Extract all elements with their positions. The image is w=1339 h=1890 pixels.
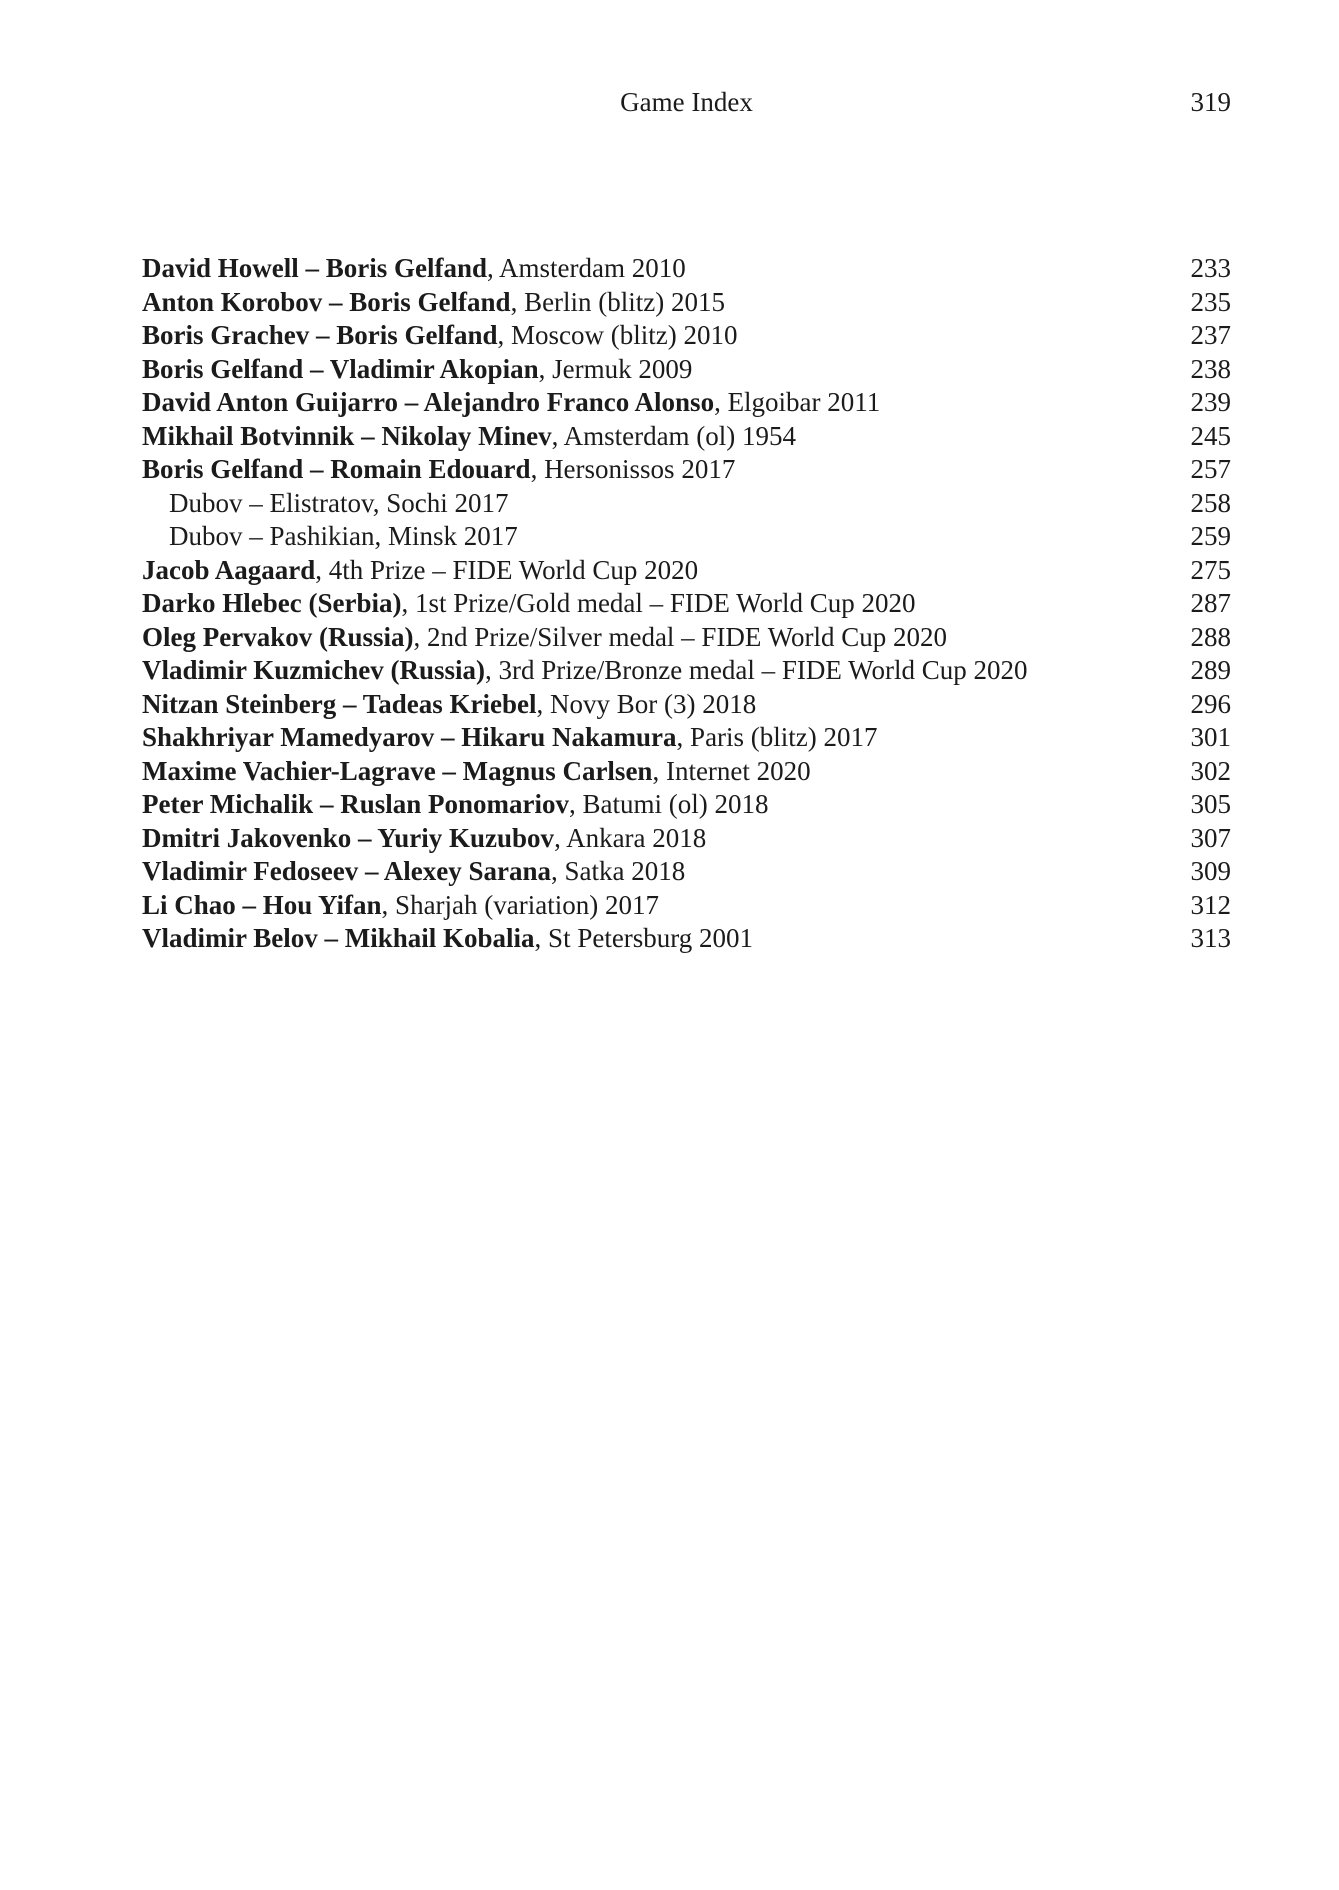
folio-page-number: 319 bbox=[1190, 87, 1231, 117]
entry-players: Nitzan Steinberg – Tadeas Kriebel bbox=[142, 688, 537, 719]
entry-page-number: 238 bbox=[1190, 353, 1231, 384]
entry-venue: , 3rd Prize/Bronze medal – FIDE World Cup 2020 bbox=[485, 655, 1028, 685]
index-entry-row bbox=[142, 621, 1231, 655]
index-entry-row bbox=[142, 487, 1231, 521]
entry-players: David Anton Guijarro – Alejandro Franco Alonso bbox=[142, 387, 715, 417]
index-entry-row bbox=[142, 889, 1231, 923]
entry-players: Boris Grachev – Boris Gelfand bbox=[142, 320, 498, 350]
entry-text bbox=[142, 822, 1179, 856]
index-entry-row bbox=[142, 252, 1231, 286]
entry-text bbox=[142, 520, 1179, 554]
index-entry-row bbox=[142, 520, 1231, 554]
entry-page-number: 233 bbox=[1190, 253, 1231, 283]
index-entry-row bbox=[142, 788, 1231, 822]
entry-players: David Howell – Boris Gelfand bbox=[142, 253, 488, 283]
entry-players: Shakhriyar Mamedyarov – Hikaru Nakamura bbox=[142, 722, 677, 752]
index-entry-row bbox=[142, 453, 1231, 487]
entry-venue: Dubov – Elistratov, Sochi 2017 bbox=[169, 487, 509, 518]
entry-venue: , Satka 2018 bbox=[550, 856, 686, 886]
entry-text bbox=[142, 420, 1179, 454]
entry-text bbox=[142, 453, 1179, 487]
index-entry-row bbox=[142, 386, 1231, 420]
entry-page-number: 313 bbox=[1190, 923, 1231, 953]
entry-page-number: 258 bbox=[1190, 487, 1231, 518]
entry-text bbox=[142, 319, 1179, 353]
entry-venue: , Moscow (blitz) 2010 bbox=[497, 320, 738, 350]
running-head bbox=[142, 84, 1231, 120]
entry-text bbox=[142, 922, 1179, 956]
entry-text bbox=[142, 252, 1179, 286]
entry-venue: , Berlin (blitz) 2015 bbox=[510, 286, 726, 317]
entry-venue: , 4th Prize – FIDE World Cup 2020 bbox=[315, 554, 699, 585]
entry-players: Dmitri Jakovenko – Yuriy Kuzubov bbox=[142, 822, 555, 853]
index-entry-row bbox=[142, 654, 1231, 688]
entry-venue: , Amsterdam (ol) 1954 bbox=[551, 420, 797, 451]
index-entry-row bbox=[142, 855, 1231, 889]
entry-players: Maxime Vachier-Lagrave – Magnus Carlsen bbox=[142, 755, 653, 786]
entry-venue: , 2nd Prize/Silver medal – FIDE World Cup 2020 bbox=[413, 621, 948, 652]
entry-page-number: 305 bbox=[1190, 789, 1231, 819]
index-entry-row bbox=[142, 554, 1231, 588]
entry-venue: , 1st Prize/Gold medal – FIDE World Cup 2020 bbox=[401, 588, 916, 618]
entry-text bbox=[142, 788, 1179, 822]
entry-players: Vladimir Fedoseev – Alexey Sarana bbox=[142, 856, 551, 886]
entry-text bbox=[142, 554, 1179, 588]
entry-page-number: 289 bbox=[1190, 655, 1231, 685]
entry-text bbox=[142, 587, 1179, 621]
index-entry-row bbox=[142, 420, 1231, 454]
entry-venue: , Batumi (ol) 2018 bbox=[568, 789, 769, 819]
entry-page-number: 275 bbox=[1190, 554, 1231, 585]
entry-text bbox=[142, 621, 1179, 655]
entry-venue: , Jermuk 2009 bbox=[538, 353, 693, 384]
entry-text bbox=[142, 721, 1179, 755]
entry-venue: , Hersonissos 2017 bbox=[530, 454, 736, 484]
entry-page-number: 239 bbox=[1190, 387, 1231, 417]
entry-players: Darko Hlebec (Serbia) bbox=[142, 588, 402, 618]
entry-page-number: 257 bbox=[1190, 454, 1231, 484]
index-entry-row bbox=[142, 922, 1231, 956]
page-title: Game Index bbox=[620, 87, 753, 117]
index-entry-row bbox=[142, 319, 1231, 353]
entry-page-number: 237 bbox=[1190, 320, 1231, 350]
entry-venue: , Amsterdam 2010 bbox=[487, 253, 686, 283]
entry-venue: , Internet 2020 bbox=[652, 755, 811, 786]
entry-text bbox=[142, 353, 1179, 387]
entry-venue: Dubov – Pashikian, Minsk 2017 bbox=[169, 521, 518, 551]
entry-page-number: 235 bbox=[1190, 286, 1231, 317]
entry-players: Oleg Pervakov (Russia) bbox=[142, 621, 414, 652]
entry-players: Li Chao – Hou Yifan bbox=[142, 889, 382, 920]
entry-page-number: 287 bbox=[1190, 588, 1231, 618]
index-entry-row bbox=[142, 587, 1231, 621]
entry-text bbox=[142, 889, 1179, 923]
entry-venue: , Ankara 2018 bbox=[554, 822, 707, 853]
entry-players: Jacob Aagaard bbox=[142, 554, 316, 585]
entry-text bbox=[142, 386, 1179, 420]
entry-venue: , Sharjah (variation) 2017 bbox=[381, 889, 659, 920]
entry-page-number: 245 bbox=[1190, 420, 1231, 451]
entry-venue: , Paris (blitz) 2017 bbox=[676, 722, 878, 752]
game-index-list bbox=[142, 252, 1231, 956]
entry-players: Mikhail Botvinnik – Nikolay Minev bbox=[142, 420, 552, 451]
entry-text bbox=[142, 688, 1179, 722]
index-entry-row bbox=[142, 721, 1231, 755]
index-entry-row bbox=[142, 286, 1231, 320]
entry-venue: , Elgoibar 2011 bbox=[714, 387, 881, 417]
entry-page-number: 309 bbox=[1190, 856, 1231, 886]
entry-players: Boris Gelfand – Vladimir Akopian bbox=[142, 353, 539, 384]
index-entry-row bbox=[142, 688, 1231, 722]
entry-text bbox=[142, 286, 1179, 320]
entry-page-number: 288 bbox=[1190, 621, 1231, 652]
index-entry-row bbox=[142, 755, 1231, 789]
entry-players: Vladimir Kuzmichev (Russia) bbox=[142, 655, 485, 685]
index-entry-row bbox=[142, 353, 1231, 387]
entry-players: Anton Korobov – Boris Gelfand bbox=[142, 286, 511, 317]
entry-text bbox=[142, 654, 1179, 688]
entry-page-number: 312 bbox=[1190, 889, 1231, 920]
index-entry-row bbox=[142, 822, 1231, 856]
entry-page-number: 302 bbox=[1190, 755, 1231, 786]
entry-players: Peter Michalik – Ruslan Ponomariov bbox=[142, 789, 569, 819]
entry-text bbox=[142, 487, 1179, 521]
entry-page-number: 307 bbox=[1190, 822, 1231, 853]
entry-page-number: 301 bbox=[1190, 722, 1231, 752]
entry-venue: , St Petersburg 2001 bbox=[534, 923, 754, 953]
entry-venue: , Novy Bor (3) 2018 bbox=[536, 688, 757, 719]
entry-text bbox=[142, 755, 1179, 789]
entry-page-number: 296 bbox=[1190, 688, 1231, 719]
entry-players: Boris Gelfand – Romain Edouard bbox=[142, 454, 531, 484]
entry-players: Vladimir Belov – Mikhail Kobalia bbox=[142, 923, 535, 953]
entry-page-number: 259 bbox=[1190, 521, 1231, 551]
entry-text bbox=[142, 855, 1179, 889]
